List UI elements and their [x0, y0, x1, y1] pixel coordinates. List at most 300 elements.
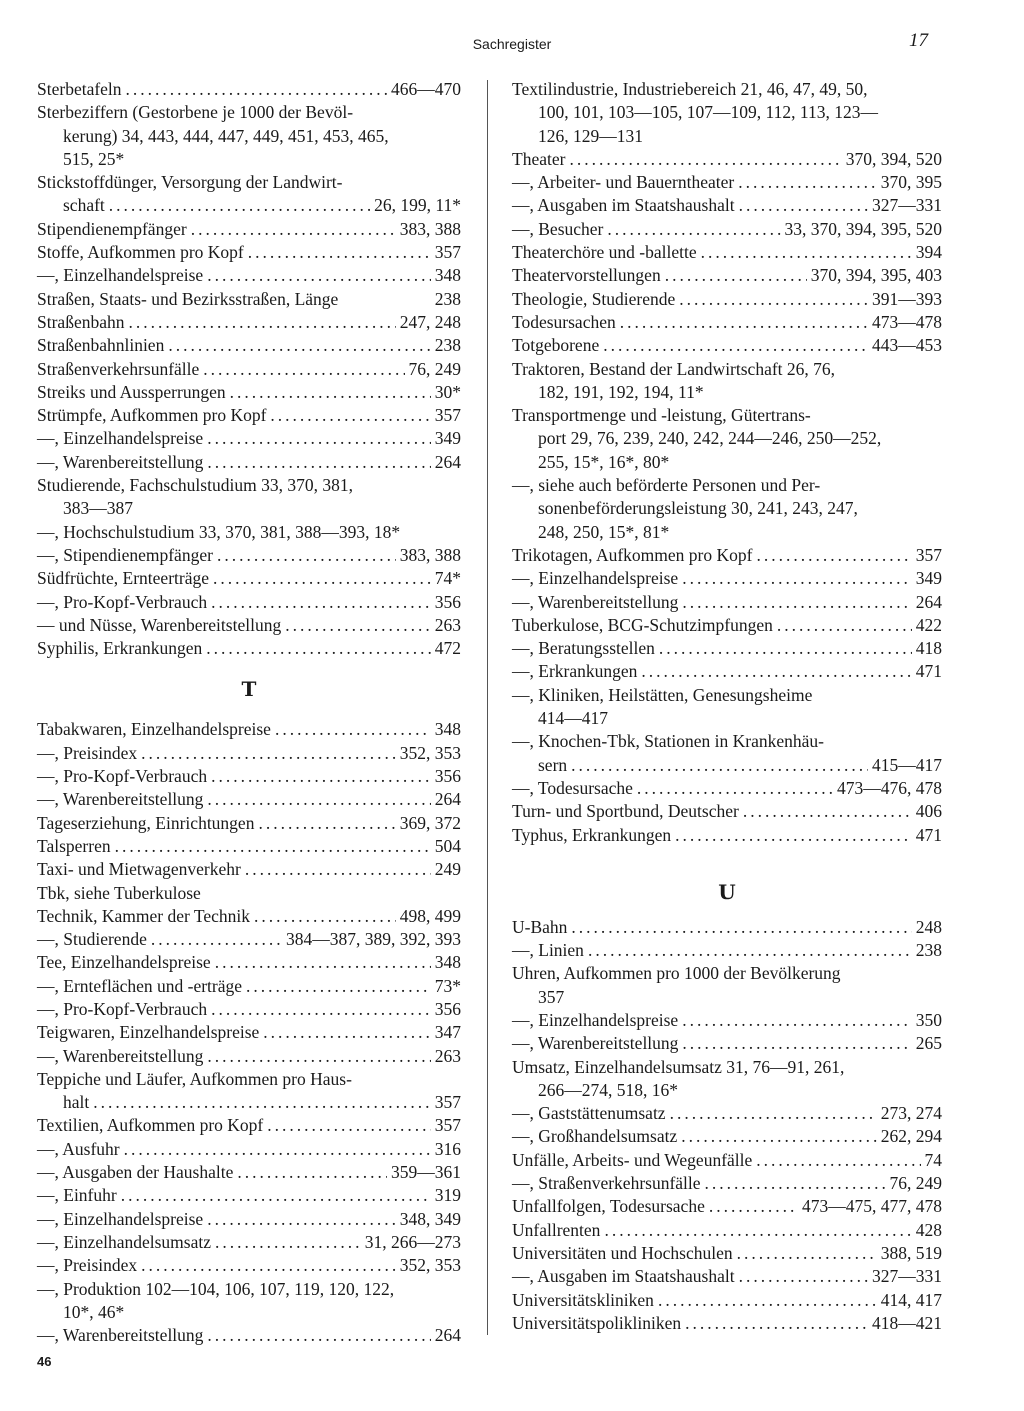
- entry-pages: 473—476, 478: [837, 777, 942, 798]
- entry-pages: 422: [915, 614, 942, 635]
- dot-leader: [670, 1102, 877, 1125]
- entry-text: Strümpfe, Aufkommen pro Kopf: [37, 405, 267, 426]
- entry-line: [512, 334, 942, 357]
- entry-line: [37, 171, 461, 194]
- entry-pages: 415—417: [872, 754, 942, 775]
- index-entry: [512, 660, 942, 683]
- entry-text: Tbk, siehe Tuberkulose: [37, 882, 201, 903]
- dot-leader: [109, 194, 370, 217]
- entry-line: [37, 1045, 461, 1068]
- dot-leader: [211, 998, 431, 1021]
- entry-text: Teigwaren, Einzelhandelspreise: [37, 1022, 260, 1043]
- index-entry: [512, 591, 942, 614]
- entry-line: [512, 1125, 942, 1148]
- index-entry: [512, 1149, 942, 1172]
- index-entry: [37, 1138, 461, 1161]
- index-entry: [512, 1125, 942, 1148]
- entry-line: [37, 637, 461, 660]
- entry-pages: 349: [434, 428, 461, 449]
- entry-line: [512, 218, 942, 241]
- entry-pages: 384—387, 389, 392, 393: [286, 929, 461, 950]
- index-entry: [512, 916, 942, 939]
- entry-text: Technik, Kammer der Technik: [37, 905, 250, 926]
- entry-text: 383—387: [63, 498, 133, 519]
- entry-line: [512, 78, 942, 101]
- dot-leader: [124, 1138, 431, 1161]
- entry-text: —, Preisindex: [37, 742, 138, 763]
- dot-leader: [141, 742, 396, 765]
- entry-pages: 418: [915, 638, 942, 659]
- dot-leader: [756, 544, 911, 567]
- index-entry: [37, 241, 461, 264]
- entry-pages: 26, 199, 11*: [374, 195, 461, 216]
- index-entry: [37, 1045, 461, 1068]
- entry-text: —, Pro-Kopf-Verbrauch: [37, 766, 208, 787]
- dot-leader: [285, 614, 431, 637]
- index-entry: [37, 101, 461, 171]
- entry-text: —, Ausgaben der Haushalte: [37, 1162, 234, 1183]
- index-entry: [37, 1231, 461, 1254]
- entry-text: Unfallrenten: [512, 1219, 601, 1240]
- entry-pages: 348, 349: [399, 1208, 461, 1229]
- entry-line: [37, 1184, 461, 1207]
- entry-text: Straßen, Staats- und Bezirksstraßen, Länge: [37, 288, 339, 309]
- entry-line: [512, 264, 942, 287]
- entry-text: port 29, 76, 239, 240, 242, 244—246, 250—252,: [538, 428, 882, 449]
- dot-leader: [682, 591, 911, 614]
- index-entry: [37, 1254, 461, 1277]
- dot-leader: [211, 591, 431, 614]
- entry-line: [512, 1195, 942, 1218]
- entry-text: —, Produktion 102—104, 106, 107, 119, 120, 122,: [37, 1278, 395, 1299]
- entry-text: Uhren, Aufkommen pro 1000 der Bevölkerung: [512, 963, 841, 984]
- index-entry: [37, 78, 461, 101]
- entry-text: Universitätskliniken: [512, 1289, 654, 1310]
- dot-leader: [93, 1091, 431, 1114]
- entry-pages: 348: [434, 719, 461, 740]
- entry-text: — und Nüsse, Warenbereitstellung: [37, 614, 282, 635]
- index-column-right: [512, 78, 942, 1335]
- index-entry: [512, 1219, 942, 1242]
- entry-line: [37, 951, 461, 974]
- entry-line: [37, 474, 461, 497]
- entry-pages: 238: [915, 940, 942, 961]
- entry-text: Stickstoffdünger, Versorgung der Landwirt-: [37, 172, 343, 193]
- dot-leader: [270, 404, 430, 427]
- page-number: 17: [909, 30, 928, 51]
- dot-leader: [675, 824, 912, 847]
- entry-line: [512, 1219, 942, 1242]
- entry-line: [37, 427, 461, 450]
- index-entry: [37, 427, 461, 450]
- entry-pages: 74: [924, 1149, 942, 1170]
- entry-line: [37, 288, 461, 311]
- index-entry: [37, 544, 461, 567]
- entry-line: [37, 905, 461, 928]
- index-entry: [512, 194, 942, 217]
- entry-pages: 262, 294: [880, 1126, 942, 1147]
- index-entry: [37, 381, 461, 404]
- entry-text: —, Studierende: [37, 929, 147, 950]
- entry-text: Tee, Einzelhandelspreise: [37, 952, 211, 973]
- index-entry: [37, 1021, 461, 1044]
- entry-text: Stoffe, Aufkommen pro Kopf: [37, 242, 244, 263]
- index-entry: [512, 1009, 942, 1032]
- entry-line: [512, 1312, 942, 1335]
- entry-text: 266—274, 518, 16*: [538, 1079, 678, 1100]
- index-entry: [37, 288, 461, 311]
- entry-text: —, Einfuhr: [37, 1185, 117, 1206]
- entry-pages: 264: [434, 451, 461, 472]
- entry-pages: 388, 519: [880, 1242, 942, 1263]
- entry-pages: 263: [434, 1045, 461, 1066]
- entry-text: Sterbeziffern (Gestorbene je 1000 der Bevöl-: [37, 102, 354, 123]
- index-entry: [37, 1161, 461, 1184]
- entry-line: [512, 544, 942, 567]
- entry-pages: 414, 417: [880, 1289, 942, 1310]
- entry-pages: 238: [434, 288, 461, 309]
- entry-line: [512, 358, 942, 381]
- index-entry: [512, 684, 942, 731]
- entry-pages: 356: [434, 591, 461, 612]
- entry-pages: 428: [915, 1219, 942, 1240]
- entry-line: [512, 1265, 942, 1288]
- dot-leader: [658, 1289, 877, 1312]
- index-entry: [37, 718, 461, 741]
- entry-line: [37, 497, 461, 520]
- entry-text: Trikotagen, Aufkommen pro Kopf: [512, 544, 753, 565]
- index-entry: [512, 288, 942, 311]
- entry-text: —, Pro-Kopf-Verbrauch: [37, 998, 208, 1019]
- entry-pages: 504: [434, 835, 461, 856]
- index-entry: [37, 905, 461, 928]
- dot-leader: [213, 567, 431, 590]
- entry-text: —, Knochen-Tbk, Stationen in Krankenhäu-: [512, 731, 825, 752]
- index-column-left: [37, 78, 461, 1347]
- index-entry: [512, 311, 942, 334]
- entry-line: [512, 404, 942, 427]
- index-entry: [37, 975, 461, 998]
- entry-text: Streiks und Aussperrungen: [37, 381, 226, 402]
- entry-pages: 418—421: [872, 1312, 942, 1333]
- entry-pages: 357: [434, 1115, 461, 1136]
- entry-line: [512, 777, 942, 800]
- entry-pages: 357: [434, 1092, 461, 1113]
- entry-line: [37, 451, 461, 474]
- dot-leader: [230, 381, 431, 404]
- entry-text: —, Einzelhandelspreise: [37, 265, 204, 286]
- index-entry: [512, 1289, 942, 1312]
- entry-text: —, Warenbereitstellung: [37, 1325, 204, 1346]
- entry-line: [512, 707, 942, 730]
- entry-text: —, Einzelhandelspreise: [37, 428, 204, 449]
- dot-leader: [246, 975, 431, 998]
- dot-leader: [743, 800, 912, 823]
- index-entry: [512, 171, 942, 194]
- index-entry: [37, 218, 461, 241]
- entry-line: [37, 78, 461, 101]
- entry-text: —, Einzelhandelspreise: [512, 1009, 679, 1030]
- index-entry: [37, 521, 461, 544]
- section-letter-t: T: [241, 677, 257, 702]
- dot-leader: [681, 1125, 877, 1148]
- entry-line: [512, 311, 942, 334]
- entry-line: [37, 334, 461, 357]
- entry-line: [37, 148, 461, 171]
- entries-group: [512, 916, 942, 1335]
- dot-leader: [207, 451, 430, 474]
- entry-text: Todesursachen: [512, 311, 616, 332]
- entry-text: Straßenbahn: [37, 311, 125, 332]
- entry-line: [37, 101, 461, 124]
- index-entry: [37, 591, 461, 614]
- entry-text: Traktoren, Bestand der Landwirtschaft 26, 76,: [512, 358, 836, 379]
- entry-text: Totgeborene: [512, 335, 600, 356]
- entry-pages: 264: [434, 789, 461, 810]
- entry-line: [512, 824, 942, 847]
- dot-leader: [659, 637, 912, 660]
- index-entry: [37, 474, 461, 521]
- dot-leader: [641, 660, 911, 683]
- entry-text: —, Ausgaben im Staatshaushalt: [512, 1266, 735, 1287]
- entry-line: [512, 194, 942, 217]
- entry-text: Transportmenge und -leistung, Gütertrans-: [512, 405, 811, 426]
- entry-text: —, Einzelhandelspreise: [512, 568, 679, 589]
- dot-leader: [126, 78, 387, 101]
- dot-leader: [207, 1208, 396, 1231]
- index-entry: [512, 730, 942, 777]
- index-entry: [512, 800, 942, 823]
- index-entry: [37, 334, 461, 357]
- dot-leader: [206, 637, 430, 660]
- entry-text: Talsperren: [37, 835, 111, 856]
- entry-text: —, Gaststättenumsatz: [512, 1103, 666, 1124]
- index-entry: [37, 1068, 461, 1115]
- entry-text: —, Großhandelsumsatz: [512, 1126, 678, 1147]
- index-entry: [512, 78, 942, 148]
- entry-pages: 357: [434, 242, 461, 263]
- entry-line: [37, 544, 461, 567]
- entry-line: [37, 742, 461, 765]
- entry-pages: 73*: [434, 975, 461, 996]
- dot-leader: [679, 288, 868, 311]
- dot-leader: [115, 835, 431, 858]
- dot-leader: [682, 1009, 912, 1032]
- entry-text: Sterbetafeln: [37, 79, 122, 99]
- index-entry: [37, 451, 461, 474]
- entry-text: Teppiche und Läufer, Aufkommen pro Haus-: [37, 1068, 352, 1089]
- entry-pages: 327—331: [872, 195, 942, 216]
- entry-text: halt: [63, 1092, 90, 1113]
- entry-line: [37, 521, 461, 544]
- entry-line: [512, 939, 942, 962]
- entry-line: [37, 311, 461, 334]
- entry-text: Tuberkulose, BCG-Schutzimpfungen: [512, 614, 773, 635]
- entry-line: [37, 928, 461, 951]
- entry-line: [37, 812, 461, 835]
- entry-pages: 471: [915, 661, 942, 682]
- entry-pages: 327—331: [872, 1266, 942, 1287]
- dot-leader: [245, 858, 431, 881]
- index-entry: [512, 148, 942, 171]
- entry-pages: 316: [434, 1138, 461, 1159]
- entry-line: [512, 521, 942, 544]
- dot-leader: [685, 1312, 868, 1335]
- entry-text: Tabakwaren, Einzelhandelspreise: [37, 719, 271, 740]
- entry-line: [37, 381, 461, 404]
- entry-text: —, Hochschulstudium 33, 370, 381, 388—393, 18*: [37, 521, 401, 542]
- entry-line: [512, 427, 942, 450]
- entry-line: [512, 637, 942, 660]
- entry-line: [512, 1102, 942, 1125]
- index-entry: [37, 858, 461, 881]
- entry-pages: 357: [434, 405, 461, 426]
- dot-leader: [756, 1149, 920, 1172]
- entry-pages: 350: [915, 1009, 942, 1030]
- entry-line: [512, 684, 942, 707]
- entry-text: sonenbeförderungsleistung 30, 241, 243, 247,: [538, 498, 858, 519]
- dot-leader: [637, 777, 833, 800]
- index-entry: [512, 567, 942, 590]
- dot-leader: [203, 358, 404, 381]
- entry-line: [512, 916, 942, 939]
- entry-line: [37, 1091, 461, 1114]
- entry-text: —, Warenbereitstellung: [512, 591, 679, 612]
- index-entry: [37, 1208, 461, 1231]
- entry-pages: 76, 249: [408, 358, 461, 379]
- entry-text: Südfrüchte, Ernteerträge: [37, 568, 210, 589]
- entry-line: [512, 1149, 942, 1172]
- index-entry: [512, 962, 942, 1009]
- entry-pages: 357: [915, 544, 942, 565]
- index-entry: [512, 474, 942, 544]
- entry-text: —, siehe auch beförderte Personen und Per-: [512, 475, 821, 496]
- entry-pages: 319: [434, 1185, 461, 1206]
- index-entry: [37, 404, 461, 427]
- entry-text: —, Todesursache: [512, 777, 633, 798]
- entry-text: 10*, 46*: [63, 1301, 125, 1322]
- entry-text: Theaterchöre und -ballette: [512, 242, 697, 263]
- entry-text: schaft: [63, 195, 105, 216]
- entry-line: [37, 218, 461, 241]
- index-entry: [512, 1265, 942, 1288]
- entry-pages: 347: [434, 1022, 461, 1043]
- entry-pages: 370, 394, 395, 403: [810, 265, 942, 286]
- index-entry: [512, 334, 942, 357]
- entry-text: —, Warenbereitstellung: [37, 451, 204, 472]
- index-entry: [512, 264, 942, 287]
- dot-leader: [151, 928, 282, 951]
- entry-pages: 473—478: [872, 311, 942, 332]
- entry-text: 100, 101, 103—105, 107—109, 112, 113, 123—: [538, 102, 878, 123]
- entry-line: [37, 1231, 461, 1254]
- entry-text: 182, 191, 192, 194, 11*: [538, 381, 704, 402]
- entry-line: [37, 1068, 461, 1091]
- entry-pages: 273, 274: [880, 1103, 942, 1124]
- dot-leader: [604, 1219, 911, 1242]
- entry-pages: 359—361: [391, 1162, 461, 1183]
- entry-line: [512, 1172, 942, 1195]
- entry-line: [512, 1289, 942, 1312]
- entry-line: [512, 730, 942, 753]
- entry-text: —, Warenbereitstellung: [512, 1033, 679, 1054]
- dot-leader: [739, 1265, 868, 1288]
- index-entry: [512, 939, 942, 962]
- dot-leader: [263, 1021, 430, 1044]
- entry-text: —, Straßenverkehrsunfälle: [512, 1173, 701, 1194]
- index-entry: [37, 311, 461, 334]
- entry-text: 357: [538, 986, 565, 1007]
- entry-pages: 394: [915, 242, 942, 263]
- dot-leader: [211, 765, 431, 788]
- index-entry: [512, 824, 942, 847]
- entry-line: [512, 381, 942, 404]
- index-entry: [37, 928, 461, 951]
- entry-line: [512, 962, 942, 985]
- dot-leader: [237, 1161, 387, 1184]
- entry-pages: 356: [434, 998, 461, 1019]
- dot-leader: [207, 1324, 430, 1347]
- index-entry: [37, 1278, 461, 1325]
- index-entry: [512, 777, 942, 800]
- dot-leader: [207, 1045, 430, 1068]
- dot-leader: [275, 718, 431, 741]
- dot-leader: [168, 334, 430, 357]
- entry-text: —, Pro-Kopf-Verbrauch: [37, 591, 208, 612]
- entry-text: Straßenverkehrsunfälle: [37, 358, 200, 379]
- entry-pages: 472: [434, 638, 461, 659]
- entry-pages: 473—475, 477, 478: [802, 1196, 942, 1217]
- index-entry: [512, 1195, 942, 1218]
- entry-line: [512, 497, 942, 520]
- column-divider: [487, 80, 488, 1335]
- entry-line: [37, 1161, 461, 1184]
- entry-pages: 76, 249: [889, 1173, 942, 1194]
- index-entry: [512, 1172, 942, 1195]
- entry-line: [512, 754, 942, 777]
- entry-line: [512, 148, 942, 171]
- entry-line: [37, 858, 461, 881]
- index-entry: [512, 241, 942, 264]
- entry-text: Studierende, Fachschulstudium 33, 370, 381,: [37, 475, 353, 496]
- entry-pages: 352, 353: [399, 742, 461, 763]
- entry-line: [37, 718, 461, 741]
- entry-line: [37, 125, 461, 148]
- entry-line: [37, 1324, 461, 1347]
- index-entry: [37, 951, 461, 974]
- index-entry: [512, 637, 942, 660]
- dot-leader: [141, 1254, 396, 1277]
- index-entry: [37, 637, 461, 660]
- index-entry: [512, 1102, 942, 1125]
- entry-text: —, Preisindex: [37, 1255, 138, 1276]
- entry-line: [512, 1032, 942, 1055]
- dot-leader: [701, 241, 912, 264]
- entry-text: kerung) 34, 443, 444, 447, 449, 451, 453, 465,: [63, 125, 389, 146]
- entry-text: Straßenbahnlinien: [37, 335, 165, 356]
- entry-line: [37, 882, 461, 905]
- entry-line: [512, 451, 942, 474]
- entry-line: [37, 358, 461, 381]
- entry-text: —, Warenbereitstellung: [37, 789, 204, 810]
- entry-line: [512, 660, 942, 683]
- entry-text: Theater: [512, 148, 566, 169]
- entry-text: Taxi- und Mietwagenverkehr: [37, 859, 241, 880]
- entry-pages: 349: [915, 568, 942, 589]
- entry-pages: 443—453: [872, 335, 942, 356]
- index-entry: [37, 614, 461, 637]
- entry-text: Typhus, Erkrankungen: [512, 824, 672, 845]
